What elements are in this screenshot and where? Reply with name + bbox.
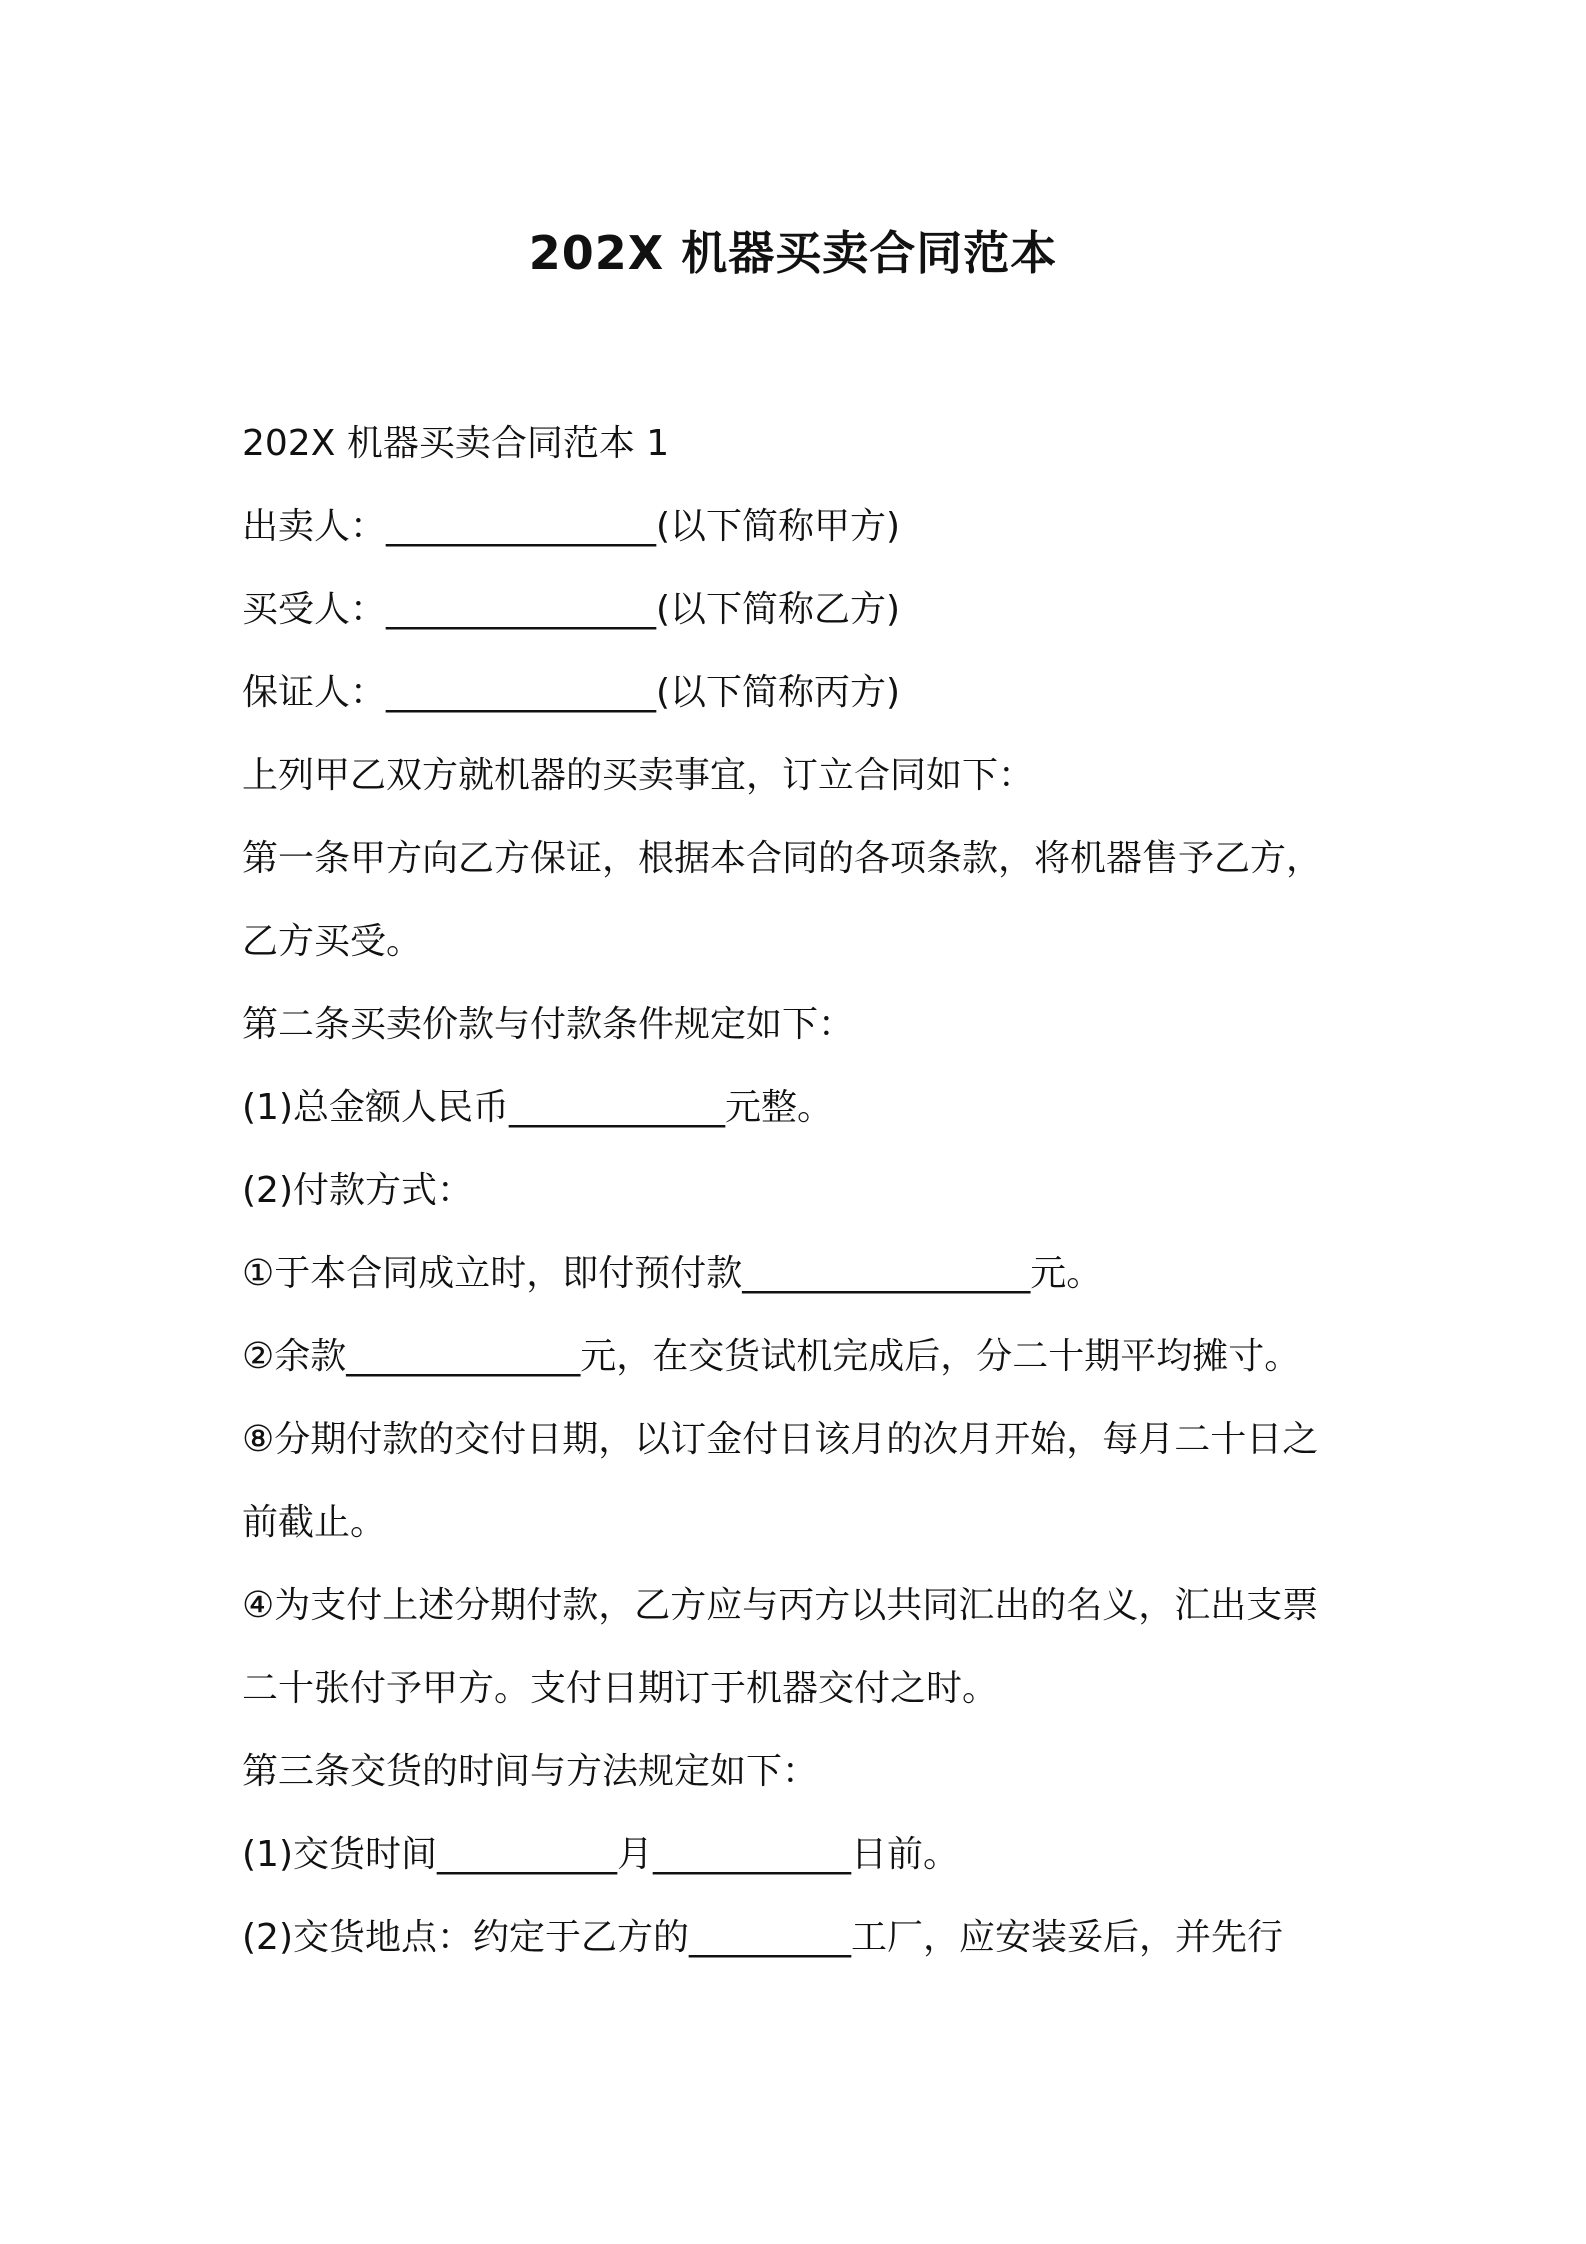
advance-payment-line: ①于本合同成立时，即付预付款________________元。 (242, 1253, 1103, 1294)
installment-date-line: ⑧分期付款的交付日期，以订金付日该月的次月开始，每月二十日之 (242, 1419, 1319, 1460)
seller-line: 出卖人：_______________(以下简称甲方) (242, 506, 901, 547)
preamble-line: 上列甲乙双方就机器的买卖事宜，订立合同如下： (242, 755, 1035, 796)
installment-date-continuation: 前截止。 (242, 1502, 387, 1543)
guarantor-line: 保证人：_______________(以下简称丙方) (242, 672, 901, 713)
article-3-line: 第三条交货的时间与方法规定如下： (242, 1751, 819, 1792)
cheque-line: ④为支付上述分期付款，乙方应与丙方以共同汇出的名义，汇出支票 (242, 1585, 1319, 1626)
balance-line: ②余款_____________元，在交货试机完成后，分二十期平均摊寸。 (242, 1336, 1301, 1377)
delivery-time-line: (1)交货时间__________月___________日前。 (242, 1834, 959, 1875)
delivery-place-line: (2)交货地点：约定于乙方的_________工厂，应安装妥后，并先行 (242, 1917, 1283, 1958)
article-1-line: 第一条甲方向乙方保证，根据本合同的各项条款，将机器售予乙方， (242, 838, 1323, 879)
section-heading: 202X 机器买卖合同范本 1 (242, 423, 670, 464)
cheque-continuation: 二十张付予甲方。支付日期订于机器交付之时。 (242, 1668, 999, 1709)
payment-method-line: (2)付款方式： (242, 1170, 473, 1211)
total-amount-line: (1)总金额人民币____________元整。 (242, 1087, 833, 1128)
buyer-line: 买受人：_______________(以下简称乙方) (242, 589, 901, 630)
article-2-line: 第二条买卖价款与付款条件规定如下： (242, 1004, 855, 1045)
article-1-continuation: 乙方买受。 (242, 921, 423, 962)
document-title: 202X 机器买卖合同范本 (528, 226, 1058, 280)
document-body (242, 402, 1362, 1979)
